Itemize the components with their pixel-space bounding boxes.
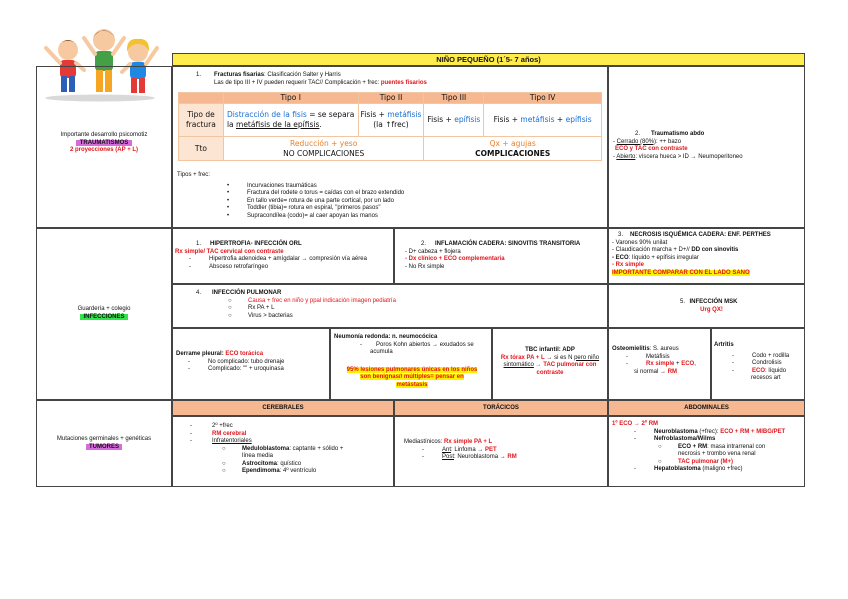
sinovitis-block: 2. INFLAMACIÓN CADERA: SINOVITIS TRANSITORIA - D+ cabeza + flojera - Dx clínico + ECO complementaria - No Rx simple bbox=[405, 241, 581, 270]
toracicos-block: Mediastínicos: Rx simple PA + L - Ant: Linfoma → PET - Post: Neuroblastoma → RM bbox=[404, 439, 604, 462]
list-item: ○ Meduloblastoma: captante + sólido + línea media bbox=[222, 445, 344, 459]
table-head-tipo2: Tipo II bbox=[358, 93, 424, 104]
pulmonar-block: 4. INFECCIÓN PULMONAR ○ Causa + frec en niño y ppal indicación imagen pediatría ○ Rx PA + L ○ Virus > bacterias bbox=[196, 290, 596, 320]
tto-tipo34: Qx + agujas COMPLICACIONES bbox=[424, 137, 602, 161]
list-item: - Metáfisis bbox=[626, 353, 670, 360]
list-item: - Infratentoriales bbox=[190, 438, 252, 444]
osteomielitis-block: Osteomielitis: S. aureus - Metáfisis - Rx simple + ECO, si normal → RM bbox=[612, 346, 710, 376]
trauma-row-label bbox=[36, 132, 172, 155]
table-head-tipo4: Tipo IV bbox=[484, 93, 602, 104]
page-title: NIÑO PEQUEÑO (1´5- 7 años) bbox=[436, 55, 541, 64]
cerebrales-block bbox=[188, 423, 392, 476]
list-item: • En tallo verde= rotura de una parte cortical, por un lado bbox=[227, 197, 394, 204]
infec-badge: INFECCIONES bbox=[36, 314, 172, 322]
list-item: ○ Ependimoma: 4º ventrículo bbox=[222, 468, 317, 474]
infec-row-label bbox=[36, 306, 172, 321]
trauma-badge: TRAUMATISMOS bbox=[36, 140, 172, 148]
table-head-tipo1: Tipo I bbox=[223, 93, 358, 104]
list-item: ○ Virus > bacterias bbox=[228, 312, 293, 319]
fracturas-heading: 1. Fracturas fisarias: Clasificación Salter y Harris Las de tipo III + IV pueden requerir TAC// Complicación + frec: puentes fisarios bbox=[196, 72, 427, 86]
tbc-block: TBC infantil: ADP Rx tórax PA + L → si es N pero niño sintomático → TAC pulmonar con contraste bbox=[500, 347, 600, 376]
salter-harris-table bbox=[178, 92, 602, 161]
list-item: - Rx simple + ECO, bbox=[626, 361, 696, 367]
tumor-row-desc: Mutaciones germinales + genéticas bbox=[56, 436, 152, 442]
list-item: - Codo + rodilla bbox=[732, 352, 790, 359]
list-item: - ECO: líquido bbox=[732, 367, 787, 374]
infec-row-desc: Guardería + colegio bbox=[77, 306, 131, 312]
list-item: - Ant: Linfoma → PET bbox=[422, 446, 497, 453]
table-row-tto: Tto bbox=[179, 137, 224, 161]
list-item: • Supracondílea (codo)= al caer apoyan las manos bbox=[227, 212, 378, 219]
trauma-row-note: 2 proyecciones (AP + L) bbox=[69, 147, 139, 153]
list-item: - Nefroblastoma/Wilms bbox=[634, 436, 716, 442]
perthes-block: 3. NECROSIS ISQUÉMICA CADERA: ENF. PERTHES - Varones 90% unilat - Claudicación marcha + D+// DD con sinovitis - ECO: líquido + epífisis irregular - Rx simple IMPORTANTE COMPARAR CON EL LADO SANO bbox=[612, 232, 771, 276]
tipo2-desc: Fisis + metáfisis (la ↑frec) bbox=[358, 104, 424, 137]
table-row-tipo: Tipo de fractura bbox=[179, 104, 224, 137]
hipertrofia-block: 1. HIPERTROFIA- INFECCIÓN ORL Rx simple/ TAC cervical con contraste - Hipertrofia adenoidea + amígdalar → compresión vía aérea - Absceso retrofaríngeo bbox=[175, 241, 393, 271]
derrame-block: Derrame pleural: ECO torácica - No complicado: tubo drenaje - Complicado: "" + uroquinasa bbox=[176, 351, 328, 374]
page-title-bar bbox=[172, 53, 805, 66]
tto-tipo12: Reducción + yeso NO COMPLICACIONES bbox=[223, 137, 423, 161]
trauma-abdo-block: 2. Traumatismo abdo - Cerrado (80%): ++ bazo ECO y TAC con contraste - Abierto: víscera hueca > ID → Neumoperitoneo bbox=[613, 131, 743, 160]
artritis-block: Artritis - Codo + rodilla - Condrolisis - ECO: líquido recesos art bbox=[714, 342, 804, 383]
tipos-frec-block bbox=[177, 172, 597, 220]
list-item: • Incurvaciones traumáticas bbox=[227, 182, 317, 189]
list-item: - Hepatoblastoma (maligno +frec) bbox=[634, 466, 743, 472]
tipos-frec-title: Tipos + frec: bbox=[177, 172, 210, 178]
list-item: - Condrolisis bbox=[732, 360, 782, 366]
list-item: - Poros Kohn abiertos → exudados se acumula bbox=[360, 341, 474, 355]
list-item: - 2º +frec bbox=[190, 423, 233, 429]
msk-block: 5. INFECCIÓN MSK Urg QX! bbox=[679, 299, 738, 313]
tumor-row-label bbox=[36, 436, 172, 451]
table-head-tipo3: Tipo III bbox=[424, 93, 484, 104]
abdominales-header: ABDOMINALES bbox=[608, 400, 805, 416]
list-item: ○ TAC pulmonar (M+) bbox=[658, 458, 734, 465]
list-item: - Complicado: "" + uroquinasa bbox=[188, 366, 284, 372]
list-item: - No complicado: tubo drenaje bbox=[188, 358, 285, 365]
list-item: • Fractura del rodete o torus = caídas con el brazo extendido bbox=[227, 190, 405, 196]
list-item: - Neuroblastoma (+frec): ECO + RM + MIBG/PET bbox=[634, 428, 786, 435]
list-item: - Hipertrofia adenoidea + amígdalar → compresión vía aérea bbox=[189, 256, 367, 262]
list-item: ○ Causa + frec en niño y ppal indicación imagen pediatría bbox=[228, 297, 396, 304]
list-item: ○ ECO + RM: masa intrarrenal con necrosis + trombo vena renal bbox=[658, 443, 766, 457]
tipo3-desc: Fisis + epífisis bbox=[424, 104, 484, 137]
list-item: - Absceso retrofaríngeo bbox=[189, 263, 269, 270]
abdominales-block: 1º ECO → 2º RM - Neuroblastoma (+frec): ECO + RM + MIBG/PET - Nefroblastoma/Wilms ○ ECO + RM: masa intrarrenal con necrosis + trombo vena renal ○ TAC pulmonar (M+) - Hepatoblastoma (maligno +frec) bbox=[612, 421, 804, 474]
table-corner bbox=[179, 93, 224, 104]
list-item: - Post: Neuroblastoma → RM bbox=[422, 454, 517, 460]
trauma-row-desc: Importante desarrollo psicomotiz bbox=[60, 132, 148, 138]
list-item: - RM cerebral bbox=[190, 430, 247, 437]
list-item: • Toddler (tibia)= rotura en espiral, "primeros pasos" bbox=[227, 205, 381, 211]
cerebrales-header: CEREBRALES bbox=[172, 400, 394, 416]
tipos-list bbox=[225, 183, 597, 221]
neumonia-block: Neumonía redonda: n. neumocócica - Poros Kohn abiertos → exudados se acumula 95% lesiones pulmonares únicas en los niños son benignas// múltiples= pensar en metástasis bbox=[334, 334, 490, 389]
tipo4-desc: Fisis + metáfisis + epífisis bbox=[484, 104, 602, 137]
list-item: ○ Rx PA + L bbox=[228, 305, 275, 311]
tipo1-desc: Distracción de la fisis = se separa la metáfisis de la epífisis. bbox=[223, 104, 358, 137]
list-item: ○ Astrocitoma: quístico bbox=[222, 460, 302, 467]
tumor-badge: TUMORES bbox=[36, 444, 172, 452]
toracicos-header: TORÁCICOS bbox=[394, 400, 608, 416]
